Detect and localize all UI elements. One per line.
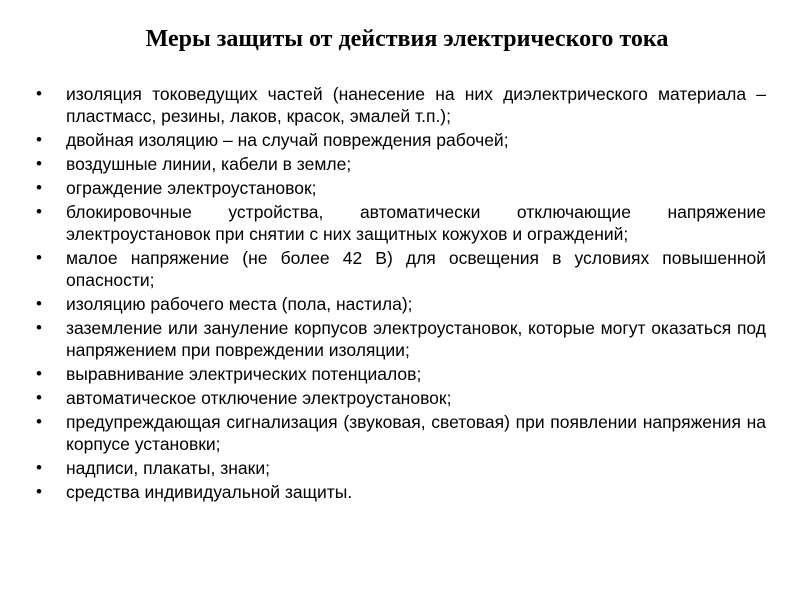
bullet-icon: • xyxy=(36,364,42,383)
list-item xyxy=(36,293,766,315)
bullet-icon: • xyxy=(36,294,42,313)
list-item-text: малое напряжение (не более 42 В) для освещения в условиях повышенной опасности; xyxy=(66,248,766,290)
bullet-icon: • xyxy=(36,318,42,337)
list-item xyxy=(36,481,766,503)
bullet-icon: • xyxy=(36,84,42,103)
list-item-text: автоматическое отключение электроустановок; xyxy=(66,388,452,408)
bullet-icon: • xyxy=(36,130,42,149)
list-item-text: надписи, плакаты, знаки; xyxy=(66,458,270,478)
bullet-list xyxy=(36,83,766,505)
list-item xyxy=(36,83,766,127)
list-item xyxy=(36,153,766,175)
list-item xyxy=(36,457,766,479)
bullet-icon: • xyxy=(36,248,42,267)
list-item-text: средства индивидуальной защиты. xyxy=(66,482,353,502)
list-item-text: изоляция токоведущих частей (нанесение на них диэлектрического материала – пластмасс, резины, лаков, красок, эмалей т.п.); xyxy=(66,84,766,126)
bullet-icon: • xyxy=(36,178,42,197)
list-item xyxy=(36,363,766,385)
list-item xyxy=(36,129,766,151)
bullet-icon: • xyxy=(36,202,42,221)
list-item xyxy=(36,201,766,245)
list-item-text: ограждение электроустановок; xyxy=(66,178,317,198)
bullet-icon: • xyxy=(36,482,42,501)
bullet-icon: • xyxy=(36,412,42,431)
bullet-icon: • xyxy=(36,458,42,477)
list-item-text: блокировочные устройства, автоматически отключающие напряжение электроустановок при снятии с них защитных кожухов и ограждений; xyxy=(66,202,766,244)
list-item xyxy=(36,247,766,291)
list-item-text: изоляцию рабочего места (пола, настила); xyxy=(66,294,413,314)
list-item xyxy=(36,177,766,199)
list-item-text: выравнивание электрических потенциалов; xyxy=(66,364,422,384)
bullet-icon: • xyxy=(36,388,42,407)
list-item-text: двойная изоляцию – на случай повреждения рабочей; xyxy=(66,130,509,150)
list-item-text: предупреждающая сигнализация (звуковая, световая) при появлении напряжения на корпусе установки; xyxy=(66,412,766,454)
bullet-icon: • xyxy=(36,154,42,173)
slide-title: Меры защиты от действия электрического тока xyxy=(145,26,669,52)
list-item xyxy=(36,387,766,409)
list-item-text: воздушные линии, кабели в земле; xyxy=(66,154,352,174)
list-item xyxy=(36,317,766,361)
list-item xyxy=(36,411,766,455)
list-item-text: заземление или зануление корпусов электроустановок, которые могут оказаться под напряжением при повреждении изоляции; xyxy=(66,318,766,360)
